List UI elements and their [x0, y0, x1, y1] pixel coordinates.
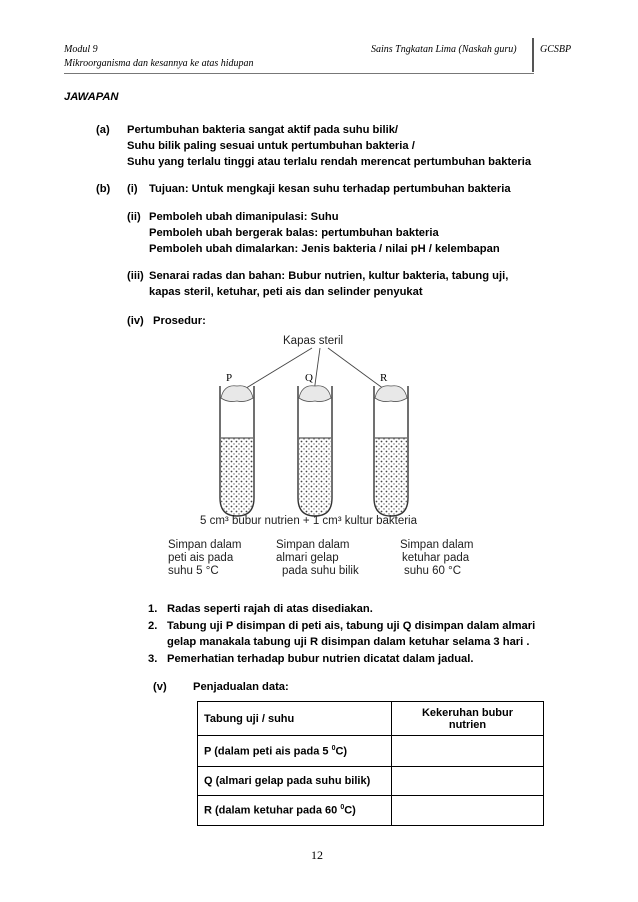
step-2-text-2: gelap manakala tabung uji R disimpan dalam ketuhar selama 3 hari .: [167, 636, 530, 648]
test-tube-q: [298, 386, 332, 516]
table-row: [198, 767, 544, 796]
header-rule: [64, 73, 534, 74]
part-b-iv-label: (iv): [127, 315, 144, 327]
tube-label-r: R: [380, 372, 388, 384]
part-b-v-label: (v): [153, 681, 167, 693]
page-title: JAWAPAN: [64, 91, 119, 103]
part-a-line-2: Suhu bilik paling sesuai untuk pertumbuhan bakteria /: [127, 140, 415, 152]
table-row: [198, 736, 544, 767]
part-a-line-3: Suhu yang terlalu tinggi atau terlalu rendah merencat pertumbuhan bakteria: [127, 156, 532, 168]
tube-label-q: Q: [305, 372, 313, 384]
table-cell-p-value: [392, 736, 544, 767]
table-header-tabung: Tabung uji / suhu: [198, 702, 392, 736]
table-cell-r-value: [392, 796, 544, 826]
part-b-i-label: (i): [127, 183, 138, 195]
caption-p-3: suhu 5 °C: [168, 565, 219, 577]
part-b-ii-line-1: Pemboleh ubah dimanipulasi: Suhu: [149, 211, 339, 223]
part-b-i-text: Tujuan: Untuk mengkaji kesan suhu terhadap pertumbuhan bakteria: [149, 183, 511, 195]
part-b-iii-line-1: Senarai radas dan bahan: Bubur nutrien, kultur bakteria, tabung uji,: [149, 270, 509, 282]
caption-q-1: Simpan dalam: [276, 539, 350, 551]
part-b-iii-label: (iii): [127, 270, 144, 282]
part-a-label: (a): [96, 124, 110, 136]
step-3-number: 3.: [148, 653, 158, 665]
caption-r-1: Simpan dalam: [400, 539, 474, 551]
cotton-plug-q: [299, 386, 331, 402]
part-b-ii-line-2: Pemboleh ubah bergerak balas: pertumbuhan bakteria: [149, 227, 439, 239]
label-kapas-steril: Kapas steril: [283, 335, 344, 347]
table-header-kekeruhan-1: Kekeruhan bubur: [421, 706, 514, 719]
table-header-kekeruhan: [392, 702, 544, 736]
step-2-text-1: Tabung uji P disimpan di peti ais, tabung uji Q disimpan dalam almari: [167, 620, 536, 632]
page-number: 12: [311, 848, 323, 862]
table-row: [198, 796, 544, 826]
cotton-plug-p: [221, 386, 253, 402]
header-module: Modul 9: [64, 44, 98, 55]
table-cell-q-value: [392, 767, 544, 796]
table-header-row: [198, 702, 544, 736]
part-b-iv-text: Prosedur:: [153, 315, 206, 327]
step-3-text: Pemerhatian terhadap bubur nutrien dicatat dalam jadual.: [167, 653, 474, 665]
table-header-kekeruhan-2: nutrien: [448, 718, 487, 731]
procedure-diagram: [168, 330, 490, 590]
caption-r-3: suhu 60 °C: [404, 565, 462, 577]
data-table: [197, 701, 544, 826]
caption-q-2: almari gelap: [276, 552, 339, 564]
label-mixture: 5 cm³ bubur nutrien + 1 cm³ kultur bakteria: [200, 515, 417, 527]
pointer-line-p: [238, 348, 312, 393]
caption-p-1: Simpan dalam: [168, 539, 242, 551]
step-2-number: 2.: [148, 620, 158, 632]
header-topic: Mikroorganisma dan kesannya ke atas hidupan: [64, 58, 254, 69]
caption-r-2: ketuhar pada: [402, 552, 470, 564]
header-code: GCSBP: [540, 44, 572, 55]
caption-p-2: peti ais pada: [168, 552, 234, 564]
table-cell-q: Q (almari gelap pada suhu bilik): [198, 767, 392, 796]
header-divider: [532, 38, 534, 72]
tube-label-p: P: [226, 372, 233, 384]
part-b-iii-line-2: kapas steril, ketuhar, peti ais dan selinder penyukat: [149, 286, 423, 298]
caption-q-3: pada suhu bilik: [282, 565, 359, 577]
part-b-v-text: Penjadualan data:: [193, 681, 289, 693]
test-tube-p: [220, 386, 254, 516]
part-b-ii-line-3: Pemboleh ubah dimalarkan: Jenis bakteria / nilai pH / kelembapan: [149, 243, 500, 255]
pointer-line-r: [328, 348, 388, 392]
part-a-line-1: Pertumbuhan bakteria sangat aktif pada suhu bilik/: [127, 124, 399, 136]
cotton-plug-r: [375, 386, 407, 402]
step-1-number: 1.: [148, 603, 158, 615]
part-b-ii-label: (ii): [127, 211, 141, 223]
test-tube-r: [374, 386, 408, 516]
step-1-text: Radas seperti rajah di atas disediakan.: [167, 603, 373, 615]
table-cell-p: P (dalam peti ais pada 5 $^0$C): [198, 736, 392, 767]
part-b-label: (b): [96, 183, 111, 195]
header-subject: Sains Tngkatan Lima (Naskah guru): [371, 44, 517, 55]
table-cell-r: R (dalam ketuhar pada 60 $^0$C): [198, 796, 392, 826]
